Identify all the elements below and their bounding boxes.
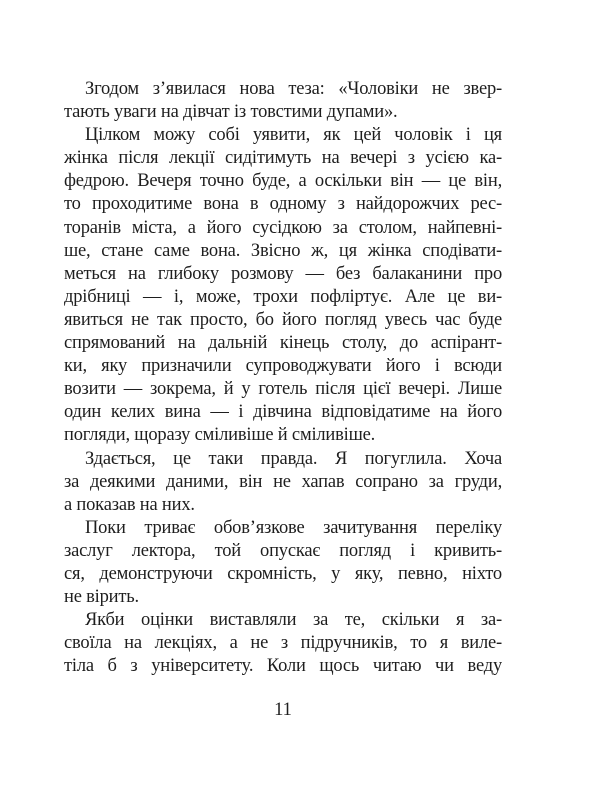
text-line: тають уваги на дівчат із товстими дупами».: [64, 102, 398, 123]
text-line: тіла б з університету. Коли щось читаю чи веду: [64, 656, 502, 677]
text-line: ся, демонструючи скромність, у яку, певно, ніхто: [64, 563, 502, 584]
text-line: возити — зокрема, й у готель після цієї вечері. Лише: [64, 379, 502, 400]
text-line: торанів міста, а його сусідкою за столом, найпевні-: [64, 217, 502, 238]
page-number: 11: [274, 700, 292, 720]
text-line: своїла на лекціях, а не з підручників, то я виле-: [64, 633, 502, 654]
text-line: Згодом з’явилася нова теза: «Чоловіки не звер-: [85, 79, 502, 99]
paragraph: [64, 517, 502, 609]
paragraph: [64, 124, 502, 447]
text-line: погляди, щоразу сміливіше й сміливіше.: [64, 425, 376, 446]
text-line: дрібниці — і, може, трохи пофліртує. Але це ви-: [64, 286, 502, 307]
text-line: Поки триває обов’язкове зачитування переліку: [85, 517, 502, 538]
paragraph: [64, 448, 502, 517]
text-line: ше, стане саме вона. Звісно ж, ця жінка сподівати-: [64, 240, 502, 261]
text-line: не вірить.: [64, 587, 139, 608]
text-line: заслуг лектора, той опускає погляд і кривить-: [64, 540, 502, 561]
text-line: явиться не так просто, бо його погляд увесь час буде: [64, 309, 502, 330]
text-line: жінка після лекції сидітимуть на вечері з усією ка-: [64, 148, 502, 169]
text-line: один келих вина — і дівчина відповідатиме на його: [64, 402, 502, 423]
text-line: Цілком можу собі уявити, як цей чоловік і ця: [85, 125, 502, 146]
text-line: федрою. Вечеря точно буде, а оскільки він — це він,: [64, 171, 502, 192]
text-line: Якби оцінки виставляли за те, скільки я за-: [85, 610, 502, 631]
text-line: меться на глибоку розмову — без балаканини про: [64, 263, 502, 284]
text-line: ки, яку призначили супроводжувати його і всюди: [64, 356, 502, 377]
paragraph: [64, 78, 502, 124]
text-line: спрямований на дальній кінець столу, до аспірант-: [64, 333, 502, 354]
text-line: а показав на них.: [64, 494, 195, 515]
text-line: то проходитиме вона в одному з найдорожчих рес-: [64, 194, 502, 215]
text-line: за деякими даними, він не хапав сопрано за груди,: [64, 471, 502, 492]
text-line: Здається, це таки правда. Я погуглила. Хоча: [85, 448, 502, 469]
paragraph: [64, 609, 502, 678]
text-block: [64, 78, 502, 678]
